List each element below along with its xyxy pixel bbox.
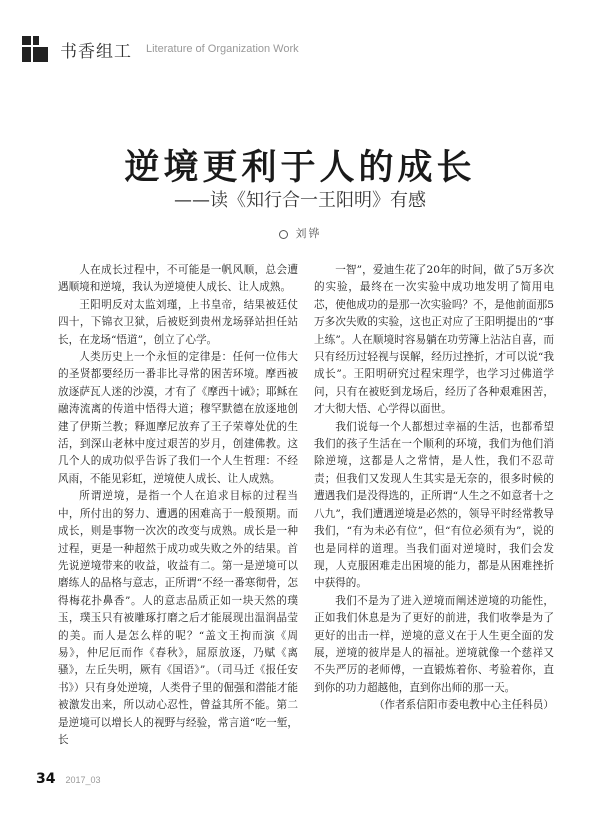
author-line bbox=[0, 225, 600, 241]
article-subtitle: ——读《知行合一王阳明》有感 bbox=[174, 190, 426, 211]
section-title-en: Literature of Organization Work bbox=[146, 43, 299, 55]
right-column bbox=[314, 262, 554, 715]
section-header bbox=[22, 36, 299, 62]
issue-label: 2017_03 bbox=[65, 775, 101, 785]
paragraph: 我们不是为了进入逆境而阐述逆境的功能性，正如我们休息是为了更好的前进，我们收拳是为了更好的出击一样，逆境的意义在于人生更全面的发展，逆境的彼岸是人的福祉。逆境就像一个慈祥又不失严厉的老师傅，一直锻炼着你、考验着你，直到你的功力超越他，直到你出师的那一天。 bbox=[314, 594, 554, 694]
paragraph: 一智”，爱迪生花了20年的时间，做了5万多次的实验，最终在一次实验中成功地发明了简用电芯，使他成功的是那一次实验吗？不，是他前面那5万多次失败的实验，这也正对应了王阳明提出的“事上练”。人在顺境时容易躺在功劳簿上沾沾自喜，而只有经历过轻视与误解，经历过挫折，才可以说“我成长”。王阳明研究过程宋理学，也学习过佛道学问，只有在被贬到龙场后，经历了各种艰难困苦，才大彻大悟、心学得以面世。 bbox=[314, 264, 554, 416]
article-title: 逆境更利于人的成长 bbox=[124, 148, 476, 188]
author-circle-icon bbox=[279, 230, 288, 239]
paragraph: 人在成长过程中，不可能是一帆风顺，总会遭遇顺境和逆境，我认为逆境使人成长、让人成熟。 bbox=[58, 264, 298, 294]
paragraph: 王阳明反对太监刘瑾，上书皇帝，结果被廷仗四十，下锦衣卫狱，后被贬到贵州龙场驿站担任站长，在龙场“悟道”，创立了心学。 bbox=[58, 298, 298, 346]
page-number: 34 bbox=[36, 771, 56, 787]
paragraph: 所谓逆境，是指一个人在追求目标的过程当中，所付出的努力、遭遇的困难高于一般预期。而成长，则是事物一次次的改变与成熟。成长是一种过程，更是一种超然于成功或失败之外的结果。首先说逆境带来的收益，收益有二。第一是逆境可以磨练人的品格与意志，正所谓“不经一番寒彻骨，怎得梅花扑鼻香”。人的意志品质正如一块天然的璞玉，璞玉只有被雕琢打磨之后才能展现出温润晶莹的美。而人是怎么样的呢？“盖文王拘而演《周易》，仲尼厄而作《春秋》，屈原放逐，乃赋《离骚》，左丘失明，厥有《国语》”。（司马迁《报任安书》）只有身处逆境，人类骨子里的倔强和潜能才能被激发出来，所以动心忍性，曾益其所不能。第二是逆境可以增长人的视野与经验，常言道“吃一堑，长 bbox=[58, 490, 298, 746]
author-name: 刘铧 bbox=[295, 227, 322, 240]
section-title-cn: 书香组工 bbox=[60, 41, 132, 62]
page-footer bbox=[36, 771, 101, 787]
author-affiliation: （作者系信阳市委电教中心主任科员） bbox=[373, 699, 554, 712]
paragraph: 我们说每一个人都想过幸福的生活，也都希望我们的孩子生活在一个顺利的环境，我们为他们消除逆境，这都是人之常情，是人性，我们不忍苛责；但我们又发现人生其实是无奈的，很多时候的遭遇我们是没得选的，正所谓“人生之不如意者十之八九”，我们遭遇逆境是必然的，领导平时经常教导我们，“有为未必有位”，但“有位必须有为”，说的也是同样的道理。当我们面对逆境时，我们会发现，人克服困难走出困境的能力，都是从困难挫折中获得的。 bbox=[314, 420, 554, 590]
left-column bbox=[58, 262, 298, 749]
paragraph: 人类历史上一个永恒的定律是：任何一位伟大的圣贤都要经历一番非比寻常的困苦环境。摩西被放逐萨瓦人迷的沙漠，才有了《摩西十诫》；耶稣在融涛流离的传道中悟得大道；穆罕默德在放逐地创建了伊斯兰教；释迦摩尼放弃了王子荣尊处优的生活，到深山老林中度过艰苦的岁月，创建佛教。这几个人的成功似乎告诉了我们一个人生哲理：不经风雨，不能见彩虹，逆境使人成长、让人成熟。 bbox=[58, 351, 298, 485]
logo-mark-icon bbox=[22, 36, 48, 62]
